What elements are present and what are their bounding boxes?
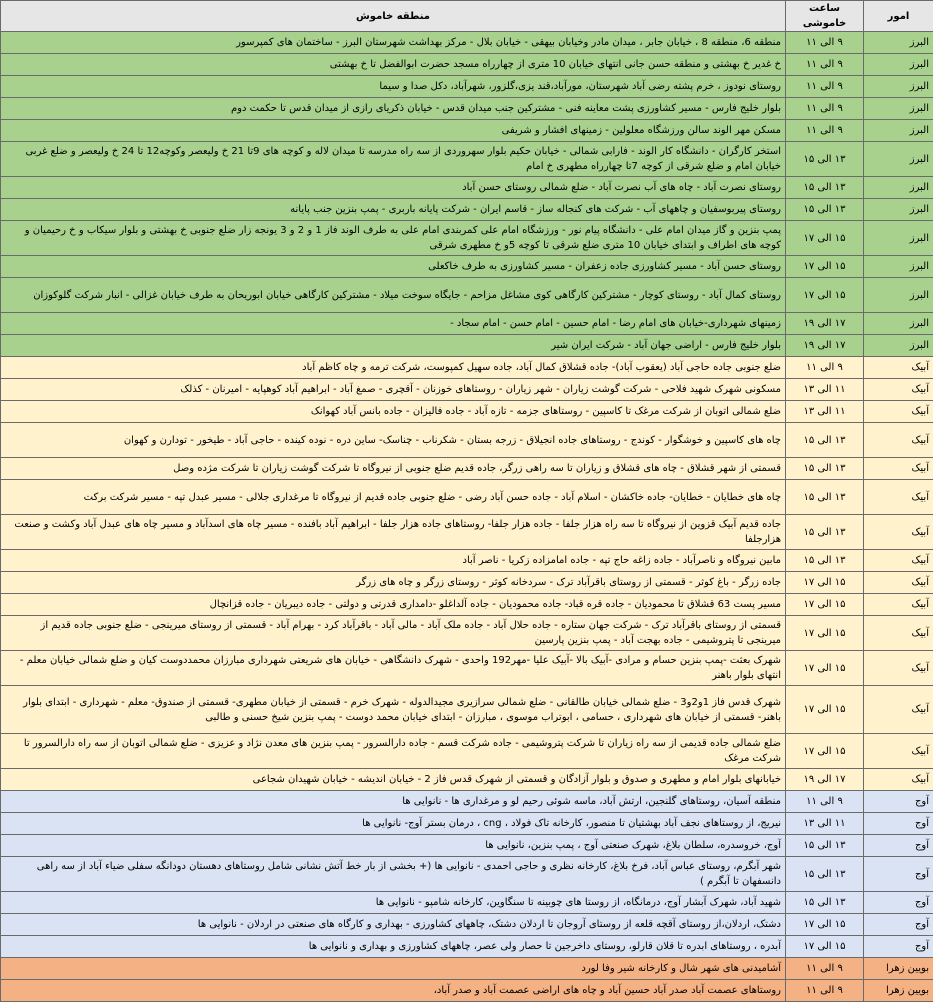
- row-region: آبیک: [864, 651, 933, 686]
- row-area: شهر آبگرم، روستای عباس آباد، فرخ بلاغ، کارخانه نظری و حاجی احمدی - نانوایی ها (+ بخشی از بار خط آتش نشانی شامل روستاهای دهستان دودانگه سفلی ضیاء آباد از سه راهی دانسفهان تا آبگرم ): [1, 857, 786, 892]
- row-time: ۹ الی ۱۱: [786, 120, 864, 142]
- row-area: ضلع شمالی جاده قدیمی از سه راه زیاران تا شرکت پتروشیمی - جاده شرکت قسم - جاده دارالسرور - پمپ بنزین های معدن نژاد و عزیزی - ضلع شمالی اتوبان از سه راه دارالسرور تا شرکت مرغک: [1, 734, 786, 769]
- row-area: استخر کارگران - دانشگاه کار الوند - فارابی شمالی - خیابان حکیم بلوار سهروردی از سه راه مدرسه تا میدان لاله و کوچه های 9تا 21 خ ولیعصر وکوچه12 تا 24 خ ولیعصر و ضلع غربی خیابان امام و ضلع شرقی از کوچه 7تا چهارراه مطهری خ امام: [1, 142, 786, 177]
- row-time: ۱۵ الی ۱۷: [786, 256, 864, 278]
- row-area: مابین نیروگاه و ناصرآباد - جاده زاغه حاج تپه - جاده امامزاده زکریا - ناصر آباد: [1, 550, 786, 572]
- row-time: ۱۳ الی ۱۵: [786, 515, 864, 550]
- table-row: [1, 458, 933, 480]
- row-area: چاه های کاسپین و خوشگوار - کوندج - روستاهای جاده انجیلاق - زرجه بستان - شکرناب - چناسک- ساین دره - نوده کینده - حاجی آباد - طیخور - تودارن و کهوان: [1, 423, 786, 458]
- row-time: ۱۵ الی ۱۷: [786, 651, 864, 686]
- row-region: آوج: [864, 857, 933, 892]
- row-area: زمینهای شهرداری-خیابان های امام رضا - امام حسین - امام حسن - امام سجاد -: [1, 313, 786, 335]
- row-region: البرز: [864, 313, 933, 335]
- row-region: آبیک: [864, 401, 933, 423]
- row-time: ۱۷ الی ۱۹: [786, 335, 864, 357]
- table-row: [1, 686, 933, 734]
- row-area: قسمتی از روستای باقرآباد ترک - شرکت جهان ستاره - جاده حلال آباد - جاده ملک آباد - مالی آباد - باقرآباد کرد - بهرام آباد - قسمتی از روستای میرینجی - ضلع جنوبی جاده قدیم از میرینجی تا پتروشیمی - جاده بهجت آباد - پمپ بنزین پارسین: [1, 616, 786, 651]
- row-area: چاه های خطایان - خطایان- جاده خاکشان - اسلام آباد - جاده حسن آباد رضی - ضلع جنوبی جاده قدیم از نیروگاه تا مرغداری جلالی - مسیر عبدل تپه - مسیر شرکت برکت: [1, 480, 786, 515]
- row-region: آبیک: [864, 616, 933, 651]
- row-time: ۱۵ الی ۱۷: [786, 914, 864, 936]
- table-row: [1, 256, 933, 278]
- row-region: البرز: [864, 199, 933, 221]
- table-row: [1, 616, 933, 651]
- row-region: البرز: [864, 54, 933, 76]
- row-area: روستای حسن آباد - مسیر کشاورزی جاده زعفران - مسیر کشاورزی به طرف خاکعلی: [1, 256, 786, 278]
- row-area: آبدره ، روستاهای ابدره تا قلان قارلو، روستای داخرجین تا حصار ولی عصر، چاههای کشاورزی و بهداری و نانوایی ها: [1, 936, 786, 958]
- row-area: شهید آباد، شهرک آبشار آوج، درمانگاه، از روستا های چوبینه تا سنگاوین، کارخانه شامپو - نانوایی ها: [1, 892, 786, 914]
- row-time: ۱۳ الی ۱۵: [786, 177, 864, 199]
- table-row: [1, 357, 933, 379]
- table-row: [1, 835, 933, 857]
- row-region: آبیک: [864, 550, 933, 572]
- table-row: [1, 791, 933, 813]
- table-row: [1, 221, 933, 256]
- row-region: آبیک: [864, 515, 933, 550]
- row-region: البرز: [864, 32, 933, 54]
- header-time: ساعت خاموشی: [786, 1, 864, 32]
- row-area: مسکونی شهرک شهید فلاحی - شرکت گوشت زیاران - شهر زیاران - روستاهای خوزنان - آقچری - صمغ آباد - ابراهیم آباد کوهپایه - امیرنان - کذلک: [1, 379, 786, 401]
- row-time: ۹ الی ۱۱: [786, 54, 864, 76]
- row-region: آبیک: [864, 379, 933, 401]
- row-time: ۱۳ الی ۱۵: [786, 835, 864, 857]
- row-area: روستای نصرت آباد - چاه های آب نصرت آباد - ضلع شمالی روستای حسن آباد: [1, 177, 786, 199]
- row-area: دشتک، اردلان،از روستای آقچه قلعه از روستای آروجان تا اردلان دشتک، چاههای کشاورزی - بهداری و کارگاه های صنعتی در اردلان - نانوایی ها: [1, 914, 786, 936]
- table-row: [1, 594, 933, 616]
- row-time: ۱۳ الی ۱۵: [786, 550, 864, 572]
- table-row: [1, 313, 933, 335]
- row-time: ۱۳ الی ۱۵: [786, 423, 864, 458]
- table-row: [1, 914, 933, 936]
- row-time: ۱۵ الی ۱۷: [786, 734, 864, 769]
- row-region: البرز: [864, 278, 933, 313]
- row-area: مسیر پست 63 قشلاق تا محمودیان - جاده قره قباد- جاده محمودیان - جاده آلداغلو -دامداری قدرتی و دولتی - جاده دیبریان - جاده قزانچال: [1, 594, 786, 616]
- row-region: البرز: [864, 142, 933, 177]
- row-region: البرز: [864, 256, 933, 278]
- row-time: ۱۱ الی ۱۳: [786, 813, 864, 835]
- header-region: امور: [864, 1, 933, 32]
- row-time: ۱۱ الی ۱۳: [786, 401, 864, 423]
- row-region: آوج: [864, 791, 933, 813]
- row-region: البرز: [864, 335, 933, 357]
- row-region: البرز: [864, 177, 933, 199]
- row-region: آبیک: [864, 458, 933, 480]
- table-row: [1, 550, 933, 572]
- row-time: ۱۳ الی ۱۵: [786, 458, 864, 480]
- row-time: ۹ الی ۱۱: [786, 958, 864, 980]
- row-area: خ غدیر خ بهشتی و منطقه حسن جانی انتهای خیابان 10 متری از چهارراه مسجد حضرت ابوالفضل تا خ بهشتی: [1, 54, 786, 76]
- row-region: آبیک: [864, 480, 933, 515]
- row-area: جاده قدیم آبیک قزوین از نیروگاه تا سه راه هزار جلفا - جاده هزار جلفا- روستاهای جاده هزار جلفا - ابراهیم آباد بافنده - مسیر چاه های اسدآباد و مسیر چاه های عبدل آباد وکشت و صنعت هزارجلفا: [1, 515, 786, 550]
- table-row: [1, 958, 933, 980]
- row-time: ۹ الی ۱۱: [786, 32, 864, 54]
- row-area: قسمتی از شهر قشلاق - چاه های قشلاق و زیاران تا سه راهی زرگر، جاده قدیم ضلع جنوبی از نیروگاه تا شرکت گوشت زیاران تا شرکت مژده وصل: [1, 458, 786, 480]
- row-time: ۱۵ الی ۱۷: [786, 936, 864, 958]
- row-time: ۱۳ الی ۱۵: [786, 480, 864, 515]
- row-area: روستای کمال آباد - روستای کوچار - مشترکین کارگاهی کوی مشاغل مزاحم - جایگاه سوخت میلاد - مشترکین کارگاهی خیابان ابوریحان به طرف خیابان غزالی - انبار شرکت گلوکوزان: [1, 278, 786, 313]
- row-area: روستای پیربوسفیان و چاههای آب - شرکت های کنجاله ساز - قاسم ایران - شرکت پایانه باربری - پمپ بنزین جنب پایانه: [1, 199, 786, 221]
- row-area: ضلع شمالی اتوبان از شرکت مرغک تا کاسپین - روستاهای جزمه - تازه آباد - جاده فالیزان - جاده بانس آباد کهوانک: [1, 401, 786, 423]
- table-row: [1, 769, 933, 791]
- row-region: البرز: [864, 76, 933, 98]
- table-row: [1, 892, 933, 914]
- table-row: [1, 480, 933, 515]
- row-region: آبیک: [864, 572, 933, 594]
- table-row: [1, 278, 933, 313]
- row-time: ۱۵ الی ۱۷: [786, 221, 864, 256]
- row-area: ضلع جنوبی جاده حاجی آباد (یعقوب آباد)- جاده قشلاق کمال آباد، جاده سهیل کمپوست، شرکت ترمه و چاه کاظم آباد: [1, 357, 786, 379]
- row-region: آبیک: [864, 734, 933, 769]
- row-time: ۹ الی ۱۱: [786, 76, 864, 98]
- row-area: منطقه 6، منطقه 8 ، خیابان جابر ، میدان مادر وخیابان بیهقی - خیابان بلال - مرکز بهداشت شهرستان البرز - ساختمان های کمپرسور: [1, 32, 786, 54]
- table-row: [1, 32, 933, 54]
- row-area: بلوار خلیج فارس - مسیر کشاورزی پشت معاینه فنی - مشترکین جنب میدان قدس - خیابان ذکریای رازی از میدان قدس تا حکمت دوم: [1, 98, 786, 120]
- table-row: [1, 936, 933, 958]
- row-time: ۱۵ الی ۱۷: [786, 278, 864, 313]
- table-row: [1, 379, 933, 401]
- row-area: نیریج، از روستاهای نجف آباد بهشتیان تا منصور، کارخانه تاک فولاد ، cng ، درمان بستر آوج- نانوایی ها: [1, 813, 786, 835]
- row-area: شهرک بعثت -پمپ بنزین حسام و مرادی -آبیک بالا -آبیک علیا -مهر192 واحدی - شهرک دانشگاهی - خیابان های شریعتی شهرداری مبارزان محمددوست کیان و ضلع شمالی خیابان معلم - انتهای بلوار باهنر: [1, 651, 786, 686]
- row-time: ۱۷ الی ۱۹: [786, 769, 864, 791]
- row-area: مسکن مهر الوند سالن ورزشگاه معلولین - زمینهای افشار و شریفی: [1, 120, 786, 142]
- row-area: پمپ بنزین و گاز میدان امام علی - دانشگاه پیام نور - ورزشگاه امام علی کمربندی امام علی به طرف الوند فاز 1 و 2 و 3 یونجه زار ضلع جنوبی خ بهشتی و بلوار سیکاب و خ رحیمیان و کوچه های اطراف و ابتدای خیابان 10 متری ضلع شرقی تا کوچه 5و خ مطهری شرقی: [1, 221, 786, 256]
- row-time: ۱۵ الی ۱۷: [786, 572, 864, 594]
- row-time: ۹ الی ۱۱: [786, 980, 864, 1002]
- row-area: جاده زرگر - باغ کوثر - قسمتی از روستای باقرآباد ترک - سردخانه کوثر - روستای زرگر و چاه های زرگر: [1, 572, 786, 594]
- row-area: خیابانهای بلوار امام و مطهری و صدوق و بلوار آزادگان و قسمتی از شهرک قدس فاز 2 - خیابان اندیشه - خیابان شهیدان شجاعی: [1, 769, 786, 791]
- row-region: آوج: [864, 914, 933, 936]
- row-time: ۹ الی ۱۱: [786, 357, 864, 379]
- header-area: منطقه خاموش: [1, 1, 786, 32]
- row-area: آشامیدنی های شهر شال و کارخانه شیر وفا لورد: [1, 958, 786, 980]
- table-row: [1, 651, 933, 686]
- row-area: منطقه آسیان، روستاهای گلنجین، ارتش آباد، ماسه شوئی رحیم لو و مرغداری ها - نانوایی ها: [1, 791, 786, 813]
- row-region: آبیک: [864, 594, 933, 616]
- row-area: روستاهای عصمت آباد صدر آباد حسین آباد و چاه های اراضی عصمت آباد و صدر آباد،: [1, 980, 786, 1002]
- row-region: بویین زهرا: [864, 958, 933, 980]
- table-row: [1, 98, 933, 120]
- row-region: آوج: [864, 813, 933, 835]
- row-time: ۱۱ الی ۱۳: [786, 379, 864, 401]
- row-time: ۱۵ الی ۱۷: [786, 594, 864, 616]
- row-area: آوج، خروسدره، سلطان بلاغ، شهرک صنعتی آوج ، پمپ بنزین، نانوایی ها: [1, 835, 786, 857]
- row-time: ۱۳ الی ۱۵: [786, 857, 864, 892]
- table-row: [1, 515, 933, 550]
- table-row: [1, 177, 933, 199]
- row-time: ۱۳ الی ۱۵: [786, 142, 864, 177]
- row-area: بلوار خلیج فارس - اراضی جهان آباد - شرکت ایران شیر: [1, 335, 786, 357]
- row-region: آوج: [864, 835, 933, 857]
- row-time: ۱۵ الی ۱۷: [786, 616, 864, 651]
- row-region: آبیک: [864, 769, 933, 791]
- table-row: [1, 54, 933, 76]
- table-row: [1, 335, 933, 357]
- row-region: آوج: [864, 892, 933, 914]
- table-row: [1, 734, 933, 769]
- table-row: [1, 857, 933, 892]
- row-time: ۱۵ الی ۱۷: [786, 686, 864, 734]
- table-row: [1, 142, 933, 177]
- table-row: [1, 423, 933, 458]
- row-time: ۹ الی ۱۱: [786, 98, 864, 120]
- row-region: آوج: [864, 936, 933, 958]
- row-time: ۱۷ الی ۱۹: [786, 313, 864, 335]
- row-region: آبیک: [864, 423, 933, 458]
- row-region: البرز: [864, 120, 933, 142]
- row-area: شهرک قدس فاز 1و2و3 - ضلع شمالی خیابان طالقانی - ضلع شمالی سرازیری مجیدالدوله - شهرک خرم - قسمتی از خیابان مطهری- قسمتی از صندوق- معلم - شهرداری - ابتدای بلوار باهنر- قسمتی از خیابان های شهرداری ، حسامی ، ابوتراب موسوی ، مبارزان - ابتدای خیابان محمد دوست - پمپ بنزین شیخ حسنی و طالبی: [1, 686, 786, 734]
- row-region: آبیک: [864, 357, 933, 379]
- table-row: [1, 572, 933, 594]
- table-row: [1, 120, 933, 142]
- row-area: روستای نودوز ، خرم پشته رضی آباد شهرستان، مورآباد،قند یزی،گلزور، شهرآباد، دکل صدا و سیما: [1, 76, 786, 98]
- row-time: ۹ الی ۱۱: [786, 791, 864, 813]
- row-region: البرز: [864, 221, 933, 256]
- table-row: [1, 401, 933, 423]
- table-row: [1, 199, 933, 221]
- row-region: البرز: [864, 98, 933, 120]
- table-header-row: [1, 1, 933, 32]
- table-row: [1, 76, 933, 98]
- row-time: ۱۳ الی ۱۵: [786, 892, 864, 914]
- row-region: آبیک: [864, 686, 933, 734]
- row-time: ۱۳ الی ۱۵: [786, 199, 864, 221]
- table-row: [1, 813, 933, 835]
- row-region: بویین زهرا: [864, 980, 933, 1002]
